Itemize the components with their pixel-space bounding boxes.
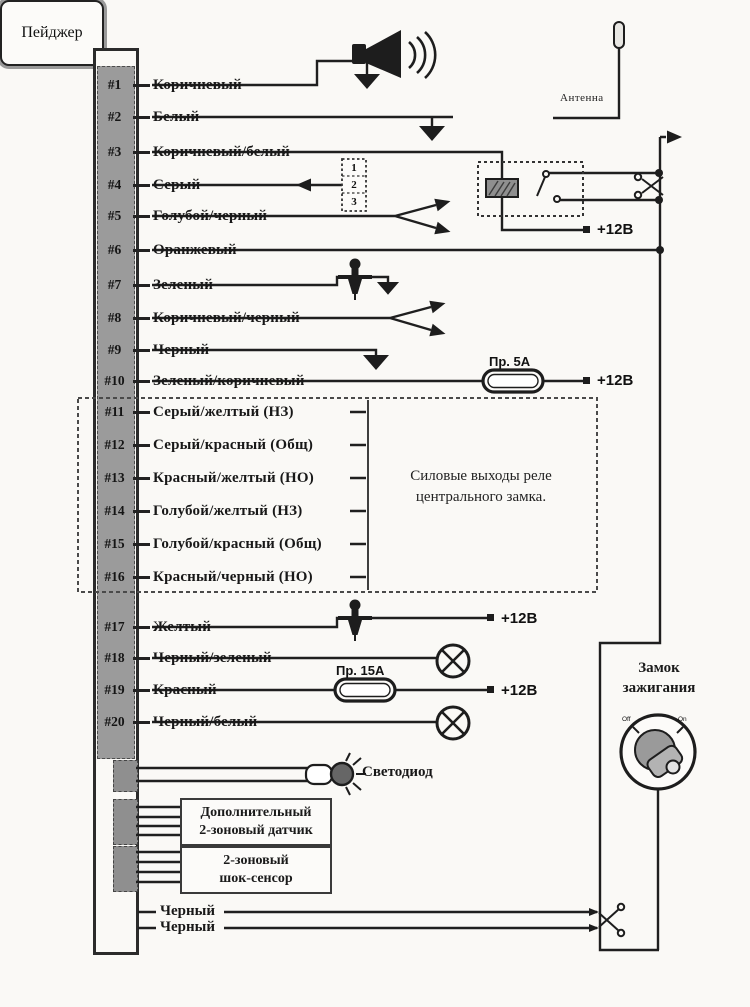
ignition-off-label: Off [622, 716, 631, 723]
pin-tick [133, 116, 150, 119]
antenna-icon [614, 22, 624, 48]
ignition-lock-icon [621, 715, 695, 789]
pin-tick [133, 411, 150, 414]
wire-color-label: Серый/желтый (НЗ) [153, 403, 294, 420]
bus-top-arrow [667, 131, 682, 144]
led-icon [306, 753, 366, 795]
wire-color-label: Зеленый [153, 276, 214, 293]
pin-tick [133, 543, 150, 546]
pin-tick [133, 657, 150, 660]
wire-color-label: Черный [153, 341, 210, 358]
wire-color-label: Коричневый/белый [153, 143, 290, 160]
wire-color-label: Коричневый [153, 76, 242, 93]
connector-pin-2: 2 [351, 179, 357, 191]
ignition-label-line2: зажигания [622, 680, 696, 696]
pin4-left-arrow [296, 179, 311, 192]
pin-tick [133, 184, 150, 187]
aux-sensor-line2: 2-зоновый датчик [199, 823, 313, 838]
relay-contact-fixed [554, 196, 560, 202]
pin-row [98, 435, 313, 455]
pin-number: #1 [107, 77, 122, 92]
pin-row [98, 501, 302, 521]
ignition-lock-label [600, 658, 718, 698]
connector-pin-3: 3 [351, 196, 357, 208]
aux-sensor-wires [136, 807, 180, 835]
pin-tick [133, 284, 150, 287]
pin-number: #9 [107, 342, 122, 357]
wire-color-label: Красный [153, 681, 217, 698]
shock-sensor-box [180, 846, 332, 894]
pin-row [98, 175, 200, 195]
pin-number: #5 [107, 208, 122, 223]
pager-label: Пейджер [21, 24, 83, 41]
aux-sensor-box [180, 798, 332, 846]
wire-color-label: Желтый [153, 618, 212, 635]
pin-number: #13 [104, 470, 125, 485]
connector-123-pins [342, 160, 366, 211]
wire-color-label: Черный/белый [153, 713, 258, 730]
shock-sensor-line1: 2-зоновый [223, 853, 289, 868]
pin-number: #12 [104, 437, 125, 452]
wire-color-label: Черный/зеленый [153, 649, 272, 666]
pin-switch-icon-7 [338, 259, 372, 301]
power-bus [600, 137, 666, 950]
black-wire-label-1: Черный [160, 903, 216, 919]
ground-icon-pager [419, 126, 445, 141]
pin-number: #11 [104, 404, 125, 419]
pin-row [98, 617, 211, 637]
shock-sensor-line2: шок-сенсор [219, 871, 293, 886]
pin-tick [133, 84, 150, 87]
pin-tick [133, 249, 150, 252]
pin-row [98, 680, 217, 700]
pin-tick [133, 576, 150, 579]
wire-color-label: Красный/желтый (НО) [153, 469, 314, 486]
ignition-on-label: On [678, 716, 687, 723]
pin-number: #6 [107, 242, 122, 257]
wire-color-label: Красный/черный (НО) [153, 568, 313, 585]
wire-color-label: Зеленый/коричневый [153, 372, 305, 389]
plus12v-label-pin10: +12В [597, 372, 634, 389]
pin-tick [133, 721, 150, 724]
scissors-icon-relay [635, 174, 663, 198]
pin-tick [133, 349, 150, 352]
pin-row [98, 75, 242, 95]
pin-row [98, 468, 314, 488]
wire-color-label: Голубой/желтый (НЗ) [153, 502, 303, 519]
pin-tick [133, 317, 150, 320]
pin-number: #4 [107, 177, 122, 192]
shock-sensor-wires [136, 852, 180, 882]
relay-contact-pivot [543, 171, 549, 177]
fuse-15a-icon [335, 679, 395, 701]
wire-color-label: Белый [153, 108, 200, 125]
pin-row [98, 567, 313, 587]
pin-row [98, 308, 300, 328]
pin-row [98, 534, 322, 554]
central-lock-note [375, 466, 587, 508]
pin-row [98, 142, 290, 162]
relay [478, 162, 583, 216]
pin-row [98, 648, 272, 668]
wire-color-label: Коричневый/черный [153, 309, 300, 326]
pin-number: #17 [104, 619, 125, 634]
pin-number: #10 [104, 373, 125, 388]
ground-icon-pin9 [363, 355, 389, 370]
fuse-15a-label: Пр. 15А [336, 663, 385, 678]
pin-tick [133, 380, 150, 383]
antenna-wire [553, 48, 619, 118]
plus12v-label-pin17: +12В [501, 610, 538, 627]
plus12v-label-relay: +12В [597, 221, 634, 238]
pin-number: #20 [104, 714, 125, 729]
pin-row [98, 275, 213, 295]
wire-color-label: Голубой/черный [153, 207, 268, 224]
wire-color-label: Голубой/красный (Общ) [153, 535, 322, 552]
wires-11-16 [350, 412, 366, 577]
pin-tick [133, 215, 150, 218]
pin-row [98, 402, 294, 422]
black-wire-label-2: Черный [160, 919, 216, 935]
pin-number: #18 [104, 650, 125, 665]
pin-tick [133, 444, 150, 447]
antenna-label: Антенна [560, 92, 604, 104]
pin-number: #7 [107, 277, 122, 292]
siren-icon [352, 30, 435, 89]
pin-number: #14 [104, 503, 125, 518]
led-label: Светодиод [362, 764, 433, 780]
pin-tick [133, 626, 150, 629]
ground-icon-pin7 [377, 282, 399, 295]
pin-row [98, 107, 199, 127]
pin-row [98, 206, 267, 226]
pin-number: #2 [107, 109, 122, 124]
central-lock-note-line1: Силовые выходы реле [410, 468, 552, 484]
wire-color-label: Серый [153, 176, 201, 193]
pin-number: #16 [104, 569, 125, 584]
wire-color-label: Серый/красный (Общ) [153, 436, 314, 453]
scissors-icon-ignition [589, 904, 624, 936]
plus12v-label-pin19: +12В [501, 682, 538, 699]
pin-number: #8 [107, 310, 122, 325]
pin-tick [133, 689, 150, 692]
led-wires [136, 768, 308, 781]
lamp-icon-18 [437, 645, 469, 677]
pin-switch-icon-17 [338, 600, 372, 642]
pin-row [98, 340, 209, 360]
pin-row [98, 240, 237, 260]
central-lock-note-line2: центрального замка. [415, 489, 547, 505]
pin-tick [133, 510, 150, 513]
fuse-5a-label: Пр. 5А [489, 354, 531, 369]
pin-tick [133, 477, 150, 480]
pin-number: #15 [104, 536, 125, 551]
aux-sensor-line1: Дополнительный [200, 805, 312, 820]
wire-color-label: Оранжевый [153, 241, 237, 258]
pin-row [98, 712, 257, 732]
pin-tick [133, 151, 150, 154]
pin-row [98, 371, 305, 391]
pin-number: #19 [104, 682, 125, 697]
connector-pin-1: 1 [351, 162, 357, 174]
fuse-5a-icon [483, 370, 543, 392]
lamp-icon-20 [437, 707, 469, 739]
ignition-label-line1: Замок [638, 660, 680, 676]
pin-number: #3 [107, 144, 122, 159]
